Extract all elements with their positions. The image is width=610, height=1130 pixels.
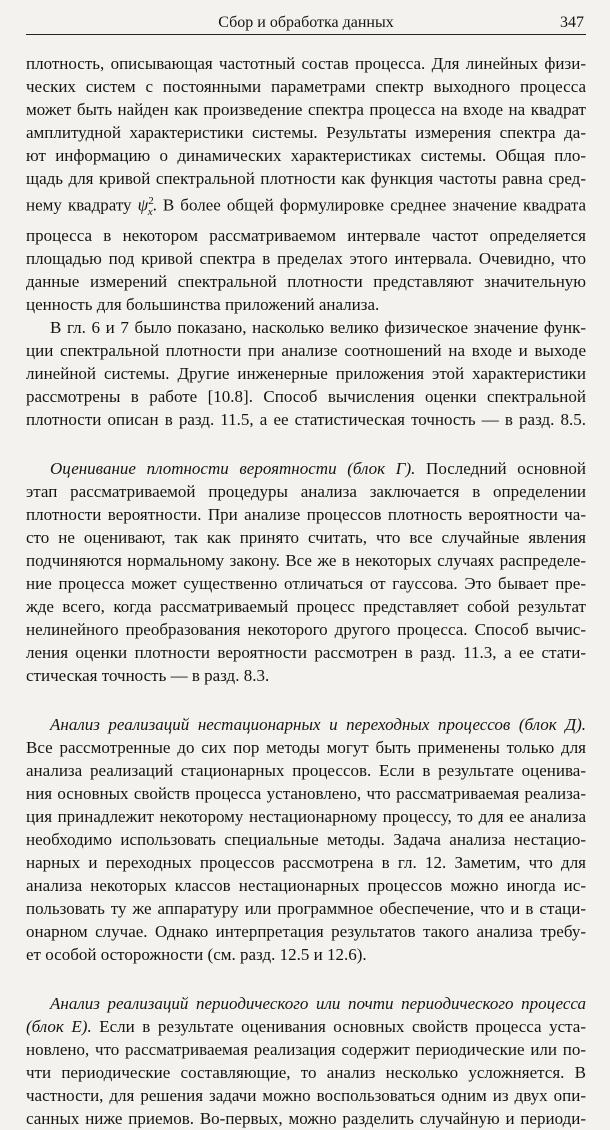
- text-line: данные измерений спектральной плотности представляют значительную: [26, 272, 586, 292]
- text-line: амплитудной характеристики системы. Результаты измерения спектра да-: [26, 123, 586, 142]
- text-line: ние процесса может существенно отличаться от гауссова. Это бывает пре-: [26, 574, 586, 594]
- text-line: щадь для кривой спектральной плотности как функция частоты равна сред-: [26, 169, 586, 188]
- text-line: плотность, описывающая частотный состав процесса. Для линейных физи-: [26, 54, 586, 73]
- text-line: может быть найден как произведение спектра процесса на входе на квадрат: [26, 100, 586, 119]
- section-heading: Анализ реализаций периодического или почти периодического процесса: [50, 994, 586, 1014]
- subscript: x: [147, 206, 153, 219]
- text-line: В гл. 6 и 7 было показано, насколько велико физическое значение функ-: [50, 318, 586, 338]
- paragraph-periodic: [26, 992, 586, 1130]
- text-line: процесса в некотором рассматриваемом интервале частот определяется: [26, 226, 586, 246]
- text-line: ция принадлежит некоторому нестационарному процессу, то для ее анализа: [26, 807, 586, 827]
- paragraph-probability-density-end: [26, 664, 586, 687]
- text-line: ческих систем с постоянными параметрами спектр выходного процесса: [26, 77, 586, 96]
- text-fragment: Последний основной: [415, 459, 587, 479]
- text-line: анализа реализаций стационарных процессов. Если в результате оценива-: [26, 761, 586, 781]
- paragraph-nonstationary: [26, 713, 586, 943]
- paragraph-nonstationary-end: [26, 943, 586, 966]
- page-number: 347: [560, 14, 584, 31]
- text-line-with-formula: [26, 190, 586, 224]
- text-line: ления оценки плотности вероятности рассмотрен в разд. 11.3, а ее стати-: [26, 643, 586, 663]
- text-fragment: . В более общей формулировке среднее значение квадрата: [152, 195, 587, 215]
- section-heading: Анализ реализаций нестационарных и переходных процессов (блок Д).: [50, 715, 586, 735]
- text-line: подчиняются нормальному закону. Все же в некоторых случаях распределе-: [26, 551, 586, 571]
- paragraph-spectral-density-end: [26, 293, 586, 316]
- text-line: необходимо использовать специальные методы. Задача анализа нестацио-: [26, 830, 586, 850]
- text-line: [26, 457, 586, 480]
- text-line: линейной системы. Другие инженерные приложения этой характеристики: [26, 364, 586, 384]
- text-line: ют информацию о динамических характеристиках системы. Общая пло-: [26, 146, 586, 165]
- paragraph-applications: [26, 316, 586, 431]
- paragraph-spectral-density: [26, 52, 586, 293]
- text-line: чти периодические составляющие, то анализ несколько усложняется. В: [26, 1063, 586, 1083]
- text-line: Все рассмотренные до сих пор методы могут быть применены только для: [26, 738, 586, 758]
- text-line: ет особой осторожности (см. разд. 12.5 и 12.6).: [26, 945, 367, 965]
- page-body: [26, 52, 586, 1130]
- superscript: 2: [148, 195, 154, 207]
- text-line: ции спектральной плотности при анализе соотношений на входе и выходе: [26, 341, 586, 361]
- page-header: [26, 12, 586, 35]
- section-heading-end: (блок Е).: [26, 1017, 92, 1037]
- running-title: Сбор и обработка данных: [218, 14, 394, 31]
- paragraph-probability-density: [26, 457, 586, 664]
- text-line: площадью под кривой спектра в пределах этого интервала. Очевидно, что: [26, 249, 586, 269]
- text-line: плотности описан в разд. 11.5, а ее статистическая точность — в разд. 8.5.: [26, 410, 586, 430]
- text-line: ценность для большинства приложений анализа.: [26, 295, 380, 315]
- text-line: нарных и переходных процессов рассмотрена в гл. 12. Заметим, что для: [26, 853, 586, 873]
- text-line: частности, для решения задачи можно воспользоваться одним из двух опи-: [26, 1086, 586, 1106]
- text-line: ния основных свойств процесса установлено, что рассматриваемая реализа-: [26, 784, 586, 804]
- section-heading: Оценивание плотности вероятности (блок Г).: [50, 459, 416, 479]
- text-line: онарном случае. Однако интерпретация результатов такого анализа требу-: [26, 922, 586, 942]
- text-line: санных ниже приемов. Во-первых, можно разделить случайную и периоди-: [26, 1109, 586, 1129]
- text-fragment: Если в результате оценивания основных свойств процесса уста-: [91, 1017, 586, 1037]
- psi-symbol: ψ: [137, 195, 149, 215]
- text-line: стическая точность — в разд. 8.3.: [26, 666, 270, 686]
- text-line: новлено, что рассматриваемая реализация содержит периодические или по-: [26, 1040, 586, 1060]
- text-line: плотности вероятности. При анализе процессов плотность вероятности ча-: [26, 505, 586, 525]
- text-line: нелинейного преобразования некоторого другого процесса. Способ вычис-: [26, 620, 586, 640]
- text-line: пользовать ту же аппаратуру или программное обеспечение, что и в стаци-: [26, 899, 586, 919]
- text-line: анализа некоторых классов нестационарных процессов можно иногда ис-: [26, 876, 586, 896]
- text-line: жде всего, когда рассматриваемый процесс представляет собой результат: [26, 597, 586, 617]
- text-line: сто не оценивают, так как принято считать, что все случайные явления: [26, 528, 586, 548]
- text-line: рассмотрены в работе [10.8]. Способ вычисления оценки спектральной: [26, 387, 586, 407]
- text-line: этап рассматриваемой процедуры анализа заключается в определении: [26, 482, 586, 502]
- text-fragment: нему квадрату: [26, 195, 132, 215]
- text-line: [26, 1015, 586, 1038]
